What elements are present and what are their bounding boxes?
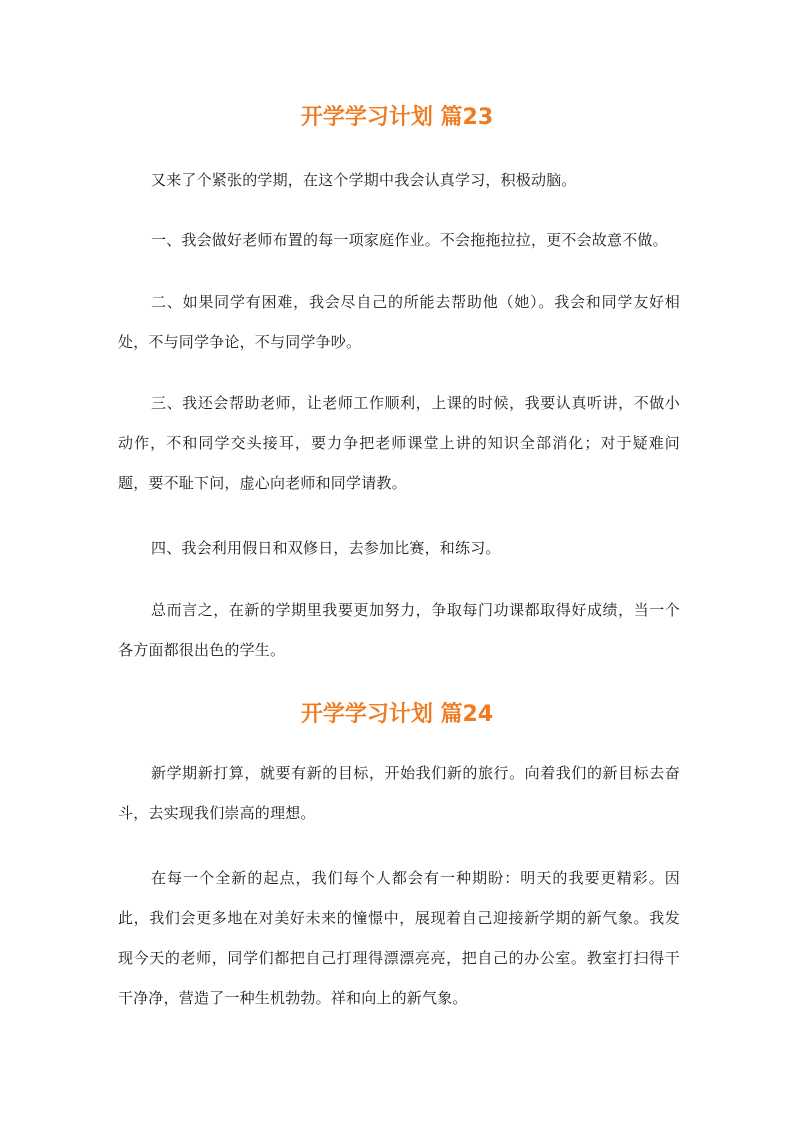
paragraph: 总而言之，在新的学期里我要更加努力，争取每门功课都取得好成绩，当一个各方面都很出色的学生。 [118,601,680,659]
paragraph: 二、如果同学有困难，我会尽自己的所能去帮助他（她）。我会和同学友好相处，不与同学争论，不与同学争吵。 [118,293,680,351]
section-title: 开学学习计划 篇24 [300,702,494,727]
paragraph: 三、我还会帮助老师，让老师工作顺利，上课的时候，我要认真听讲，不做小动作，不和同学交头接耳，要力争把老师课堂上讲的知识全部消化；对于疑难问题，要不耻下问，虚心向老师和同学请教。 [118,394,680,492]
paragraph: 在每一个全新的起点，我们每个人都会有一种期盼：明天的我要更精彩。因此，我们会更多地在对美好未来的憧憬中，展现着自己迎接新学期的新气象。我发现今天的老师，同学们都把自己打理得漂漂亮亮，把自己的办公室。教室打扫得干干净净，营造了一种生机勃勃。祥和向上的新气象。 [118,869,680,1007]
paragraph: 又来了个紧张的学期，在这个学期中我会认真学习，积极动脑。 [151,171,577,189]
section-title: 开学学习计划 篇23 [300,105,494,130]
paragraph: 一、我会做好老师布置的每一项家庭作业。不会拖拖拉拉，更不会故意不做。 [151,231,668,249]
paragraph: 新学期新打算，就要有新的目标，开始我们新的旅行。向着我们的新目标去奋斗，去实现我们崇高的理想。 [118,764,680,822]
paragraph: 四、我会利用假日和双修日，去参加比赛，和练习。 [151,539,501,557]
